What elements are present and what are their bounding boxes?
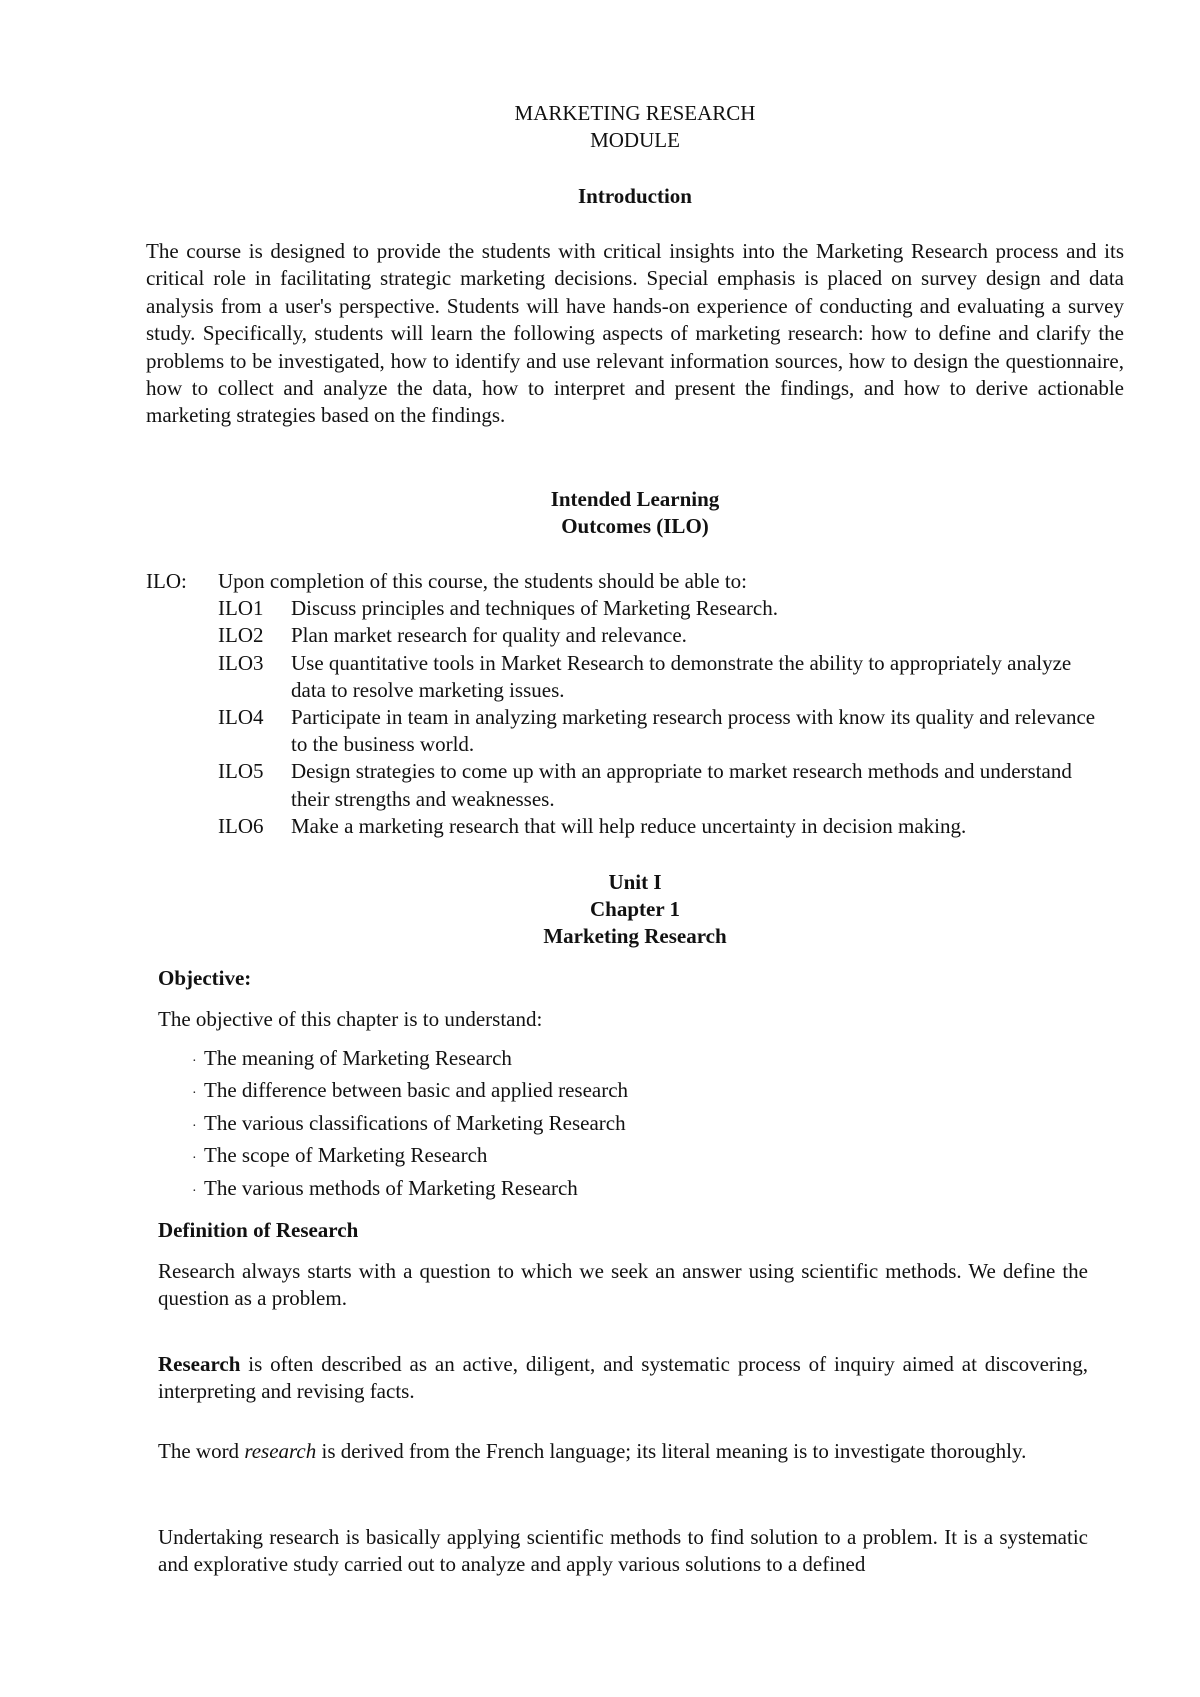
list-item-text: The scope of Marketing Research [204, 1143, 488, 1168]
ilo-item [146, 622, 1106, 649]
ilo-item [146, 758, 1106, 812]
ilo-item [146, 595, 1106, 622]
objective-lead: The objective of this chapter is to understand: [158, 1007, 543, 1031]
definition-heading: Definition of Research [158, 1218, 359, 1242]
ilo-code: ILO1 [218, 596, 264, 621]
list-item [192, 1174, 628, 1206]
definition-paragraph-3-pre: The word [158, 1439, 245, 1463]
unit-label: Unit I [608, 870, 662, 894]
definition-paragraph-2-text: is often described as an active, diligent, and systematic process of inquiry aimed at discovering, interpreting and revising facts. [158, 1352, 1088, 1404]
ilo-code: ILO2 [218, 623, 264, 648]
module-title-line2: MODULE [590, 128, 680, 152]
objective-list [192, 1044, 628, 1206]
bullet-marker: · [192, 1054, 197, 1069]
chapter-title: Marketing Research [543, 924, 727, 948]
ilo-text: Discuss principles and techniques of Marketing Research. [291, 596, 778, 621]
ilo-item [146, 704, 1106, 758]
definition-paragraph-2 [158, 1351, 1088, 1405]
bullet-marker: · [192, 1118, 197, 1134]
research-word-italic: research [244, 1439, 317, 1463]
definition-paragraph-3-post: is derived from the French language; its literal meaning is to investigate thoroughly. [316, 1439, 1027, 1463]
introduction-paragraph: The course is designed to provide the students with critical insights into the Marketing Research process and its critical role in facilitating strategic marketing decisions. Special emphasis is placed on survey design and data analysis from a user's perspective. Students will have hands-on experience of conducting and evaluating a survey study. Specifically, students will learn the following aspects of marketing research: how to define and clarify the problems to be investigated, how to identify and use relevant information sources, how to design the questionnaire, how to collect and analyze the data, how to interpret and present the findings, and how to derive actionable marketing strategies based on the findings. [146, 239, 1124, 428]
ilo-code: ILO5 [218, 759, 264, 784]
ilo-text: Design strategies to come up with an appropriate to market research methods and understand their strengths and weaknesses. [291, 759, 1072, 811]
ilo-lead-text: Upon completion of this course, the students should be able to: [218, 569, 747, 593]
ilo-label: ILO: [146, 569, 187, 593]
list-item-text: The difference between basic and applied research [204, 1078, 629, 1103]
ilo-code: ILO6 [218, 813, 264, 838]
bullet-marker: · [192, 1183, 197, 1199]
research-term: Research [158, 1352, 241, 1376]
bullet-marker: · [192, 1151, 197, 1167]
definition-paragraph-3 [158, 1438, 1088, 1465]
ilo-item [146, 650, 1106, 704]
introduction-heading: Introduction [578, 184, 692, 208]
objective-heading: Objective: [158, 966, 252, 990]
definition-paragraph-1: Research always starts with a question to which we seek an answer using scientific methods. We define the question as a problem. [158, 1259, 1088, 1311]
ilo-list [146, 568, 1106, 840]
list-item [192, 1044, 628, 1076]
chapter-label: Chapter 1 [589, 897, 681, 921]
list-item-text: The various classifications of Marketing Research [204, 1110, 626, 1135]
list-item [192, 1109, 628, 1141]
ilo-code: ILO4 [218, 705, 264, 730]
ilo-code: ILO3 [218, 650, 264, 675]
definition-paragraph-4: Undertaking research is basically applying scientific methods to find solution to a problem. It is a systematic and explorative study carried out to analyze and apply various solutions to a defined [158, 1525, 1088, 1577]
ilo-item [146, 813, 1106, 840]
list-item-text: The meaning of Marketing Research [204, 1046, 512, 1070]
ilo-heading-line2: Outcomes (ILO) [561, 514, 709, 538]
list-item [192, 1141, 628, 1173]
bullet-marker: · [192, 1086, 197, 1102]
module-title-line1: MARKETING RESEARCH [514, 101, 756, 125]
ilo-text: Make a marketing research that will help reduce uncertainty in decision making. [291, 813, 967, 838]
list-item-text: The various methods of Marketing Research [204, 1175, 578, 1200]
list-item [192, 1076, 628, 1108]
ilo-lead-row [146, 568, 1106, 595]
ilo-heading-line1: Intended Learning [550, 487, 720, 511]
ilo-text: Plan market research for quality and relevance. [291, 623, 687, 648]
ilo-text: Participate in team in analyzing marketing research process with know its quality and relevance to the business world. [291, 705, 1096, 757]
ilo-text: Use quantitative tools in Market Research to demonstrate the ability to appropriately analyze data to resolve marketing issues. [291, 650, 1072, 702]
